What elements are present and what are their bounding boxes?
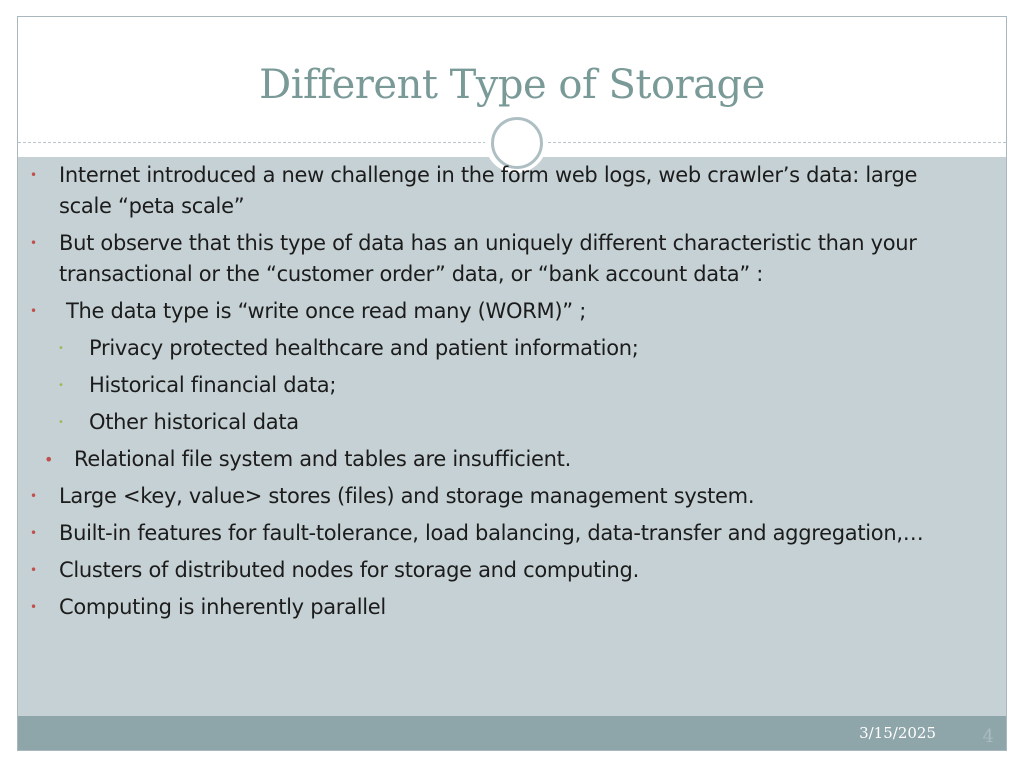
bullet-text: Large <key, value> stores (files) and storage management system. bbox=[59, 484, 755, 508]
bullet-text: Internet introduced a new challenge in the form web logs, web crawler’s data: large scale “peta scale” bbox=[59, 163, 918, 218]
bullet-dot-icon: • bbox=[30, 563, 37, 577]
sub-bullet-dot-icon: • bbox=[58, 380, 64, 391]
sub-bullet-item bbox=[28, 370, 968, 401]
sub-bullet-item bbox=[28, 333, 968, 364]
bullet-dot-icon: • bbox=[30, 304, 37, 318]
bullet-text: Built-in features for fault-tolerance, load balancing, data-transfer and aggregation,… bbox=[59, 521, 924, 545]
bullet-item bbox=[28, 518, 968, 549]
sub-bullet-text: Historical financial data; bbox=[89, 373, 337, 397]
sub-bullet-text: Privacy protected healthcare and patient information; bbox=[89, 336, 639, 360]
slide-footer bbox=[18, 716, 1006, 751]
bullet-dot-icon: • bbox=[30, 168, 37, 182]
bullet-text: Relational file system and tables are insufficient. bbox=[74, 447, 571, 471]
page-number: 4 bbox=[982, 726, 994, 747]
bullet-list bbox=[28, 160, 968, 629]
bullet-dot-icon: • bbox=[30, 600, 37, 614]
bullet-text: Computing is inherently parallel bbox=[59, 595, 386, 619]
bullet-item bbox=[28, 228, 968, 290]
bullet-item bbox=[28, 296, 968, 327]
sub-bullet-dot-icon: • bbox=[58, 343, 64, 354]
bullet-text: But observe that this type of data has an uniquely different characteristic than your transactional or the “customer order” data, or “bank account data” : bbox=[59, 231, 917, 286]
sub-bullet-item bbox=[28, 407, 968, 438]
bullet-dot-icon: • bbox=[30, 236, 37, 250]
sub-bullet-dot-icon: • bbox=[58, 417, 64, 428]
bullet-item bbox=[28, 481, 968, 512]
bullet-dot-icon: • bbox=[30, 526, 37, 540]
bullet-text: Clusters of distributed nodes for storage and computing. bbox=[59, 558, 639, 582]
bullet-item bbox=[28, 160, 968, 222]
bullet-dot-icon: • bbox=[44, 450, 54, 469]
slide-date: 3/15/2025 bbox=[859, 724, 936, 742]
bullet-dot-icon: • bbox=[30, 489, 37, 503]
bullet-item bbox=[28, 555, 968, 586]
slide-title: Different Type of Storage bbox=[259, 62, 765, 108]
bullet-text: The data type is “write once read many (WORM)” ; bbox=[66, 299, 586, 323]
bullet-item bbox=[28, 592, 968, 623]
sub-bullet-text: Other historical data bbox=[89, 410, 299, 434]
bullet-item bbox=[28, 444, 968, 475]
